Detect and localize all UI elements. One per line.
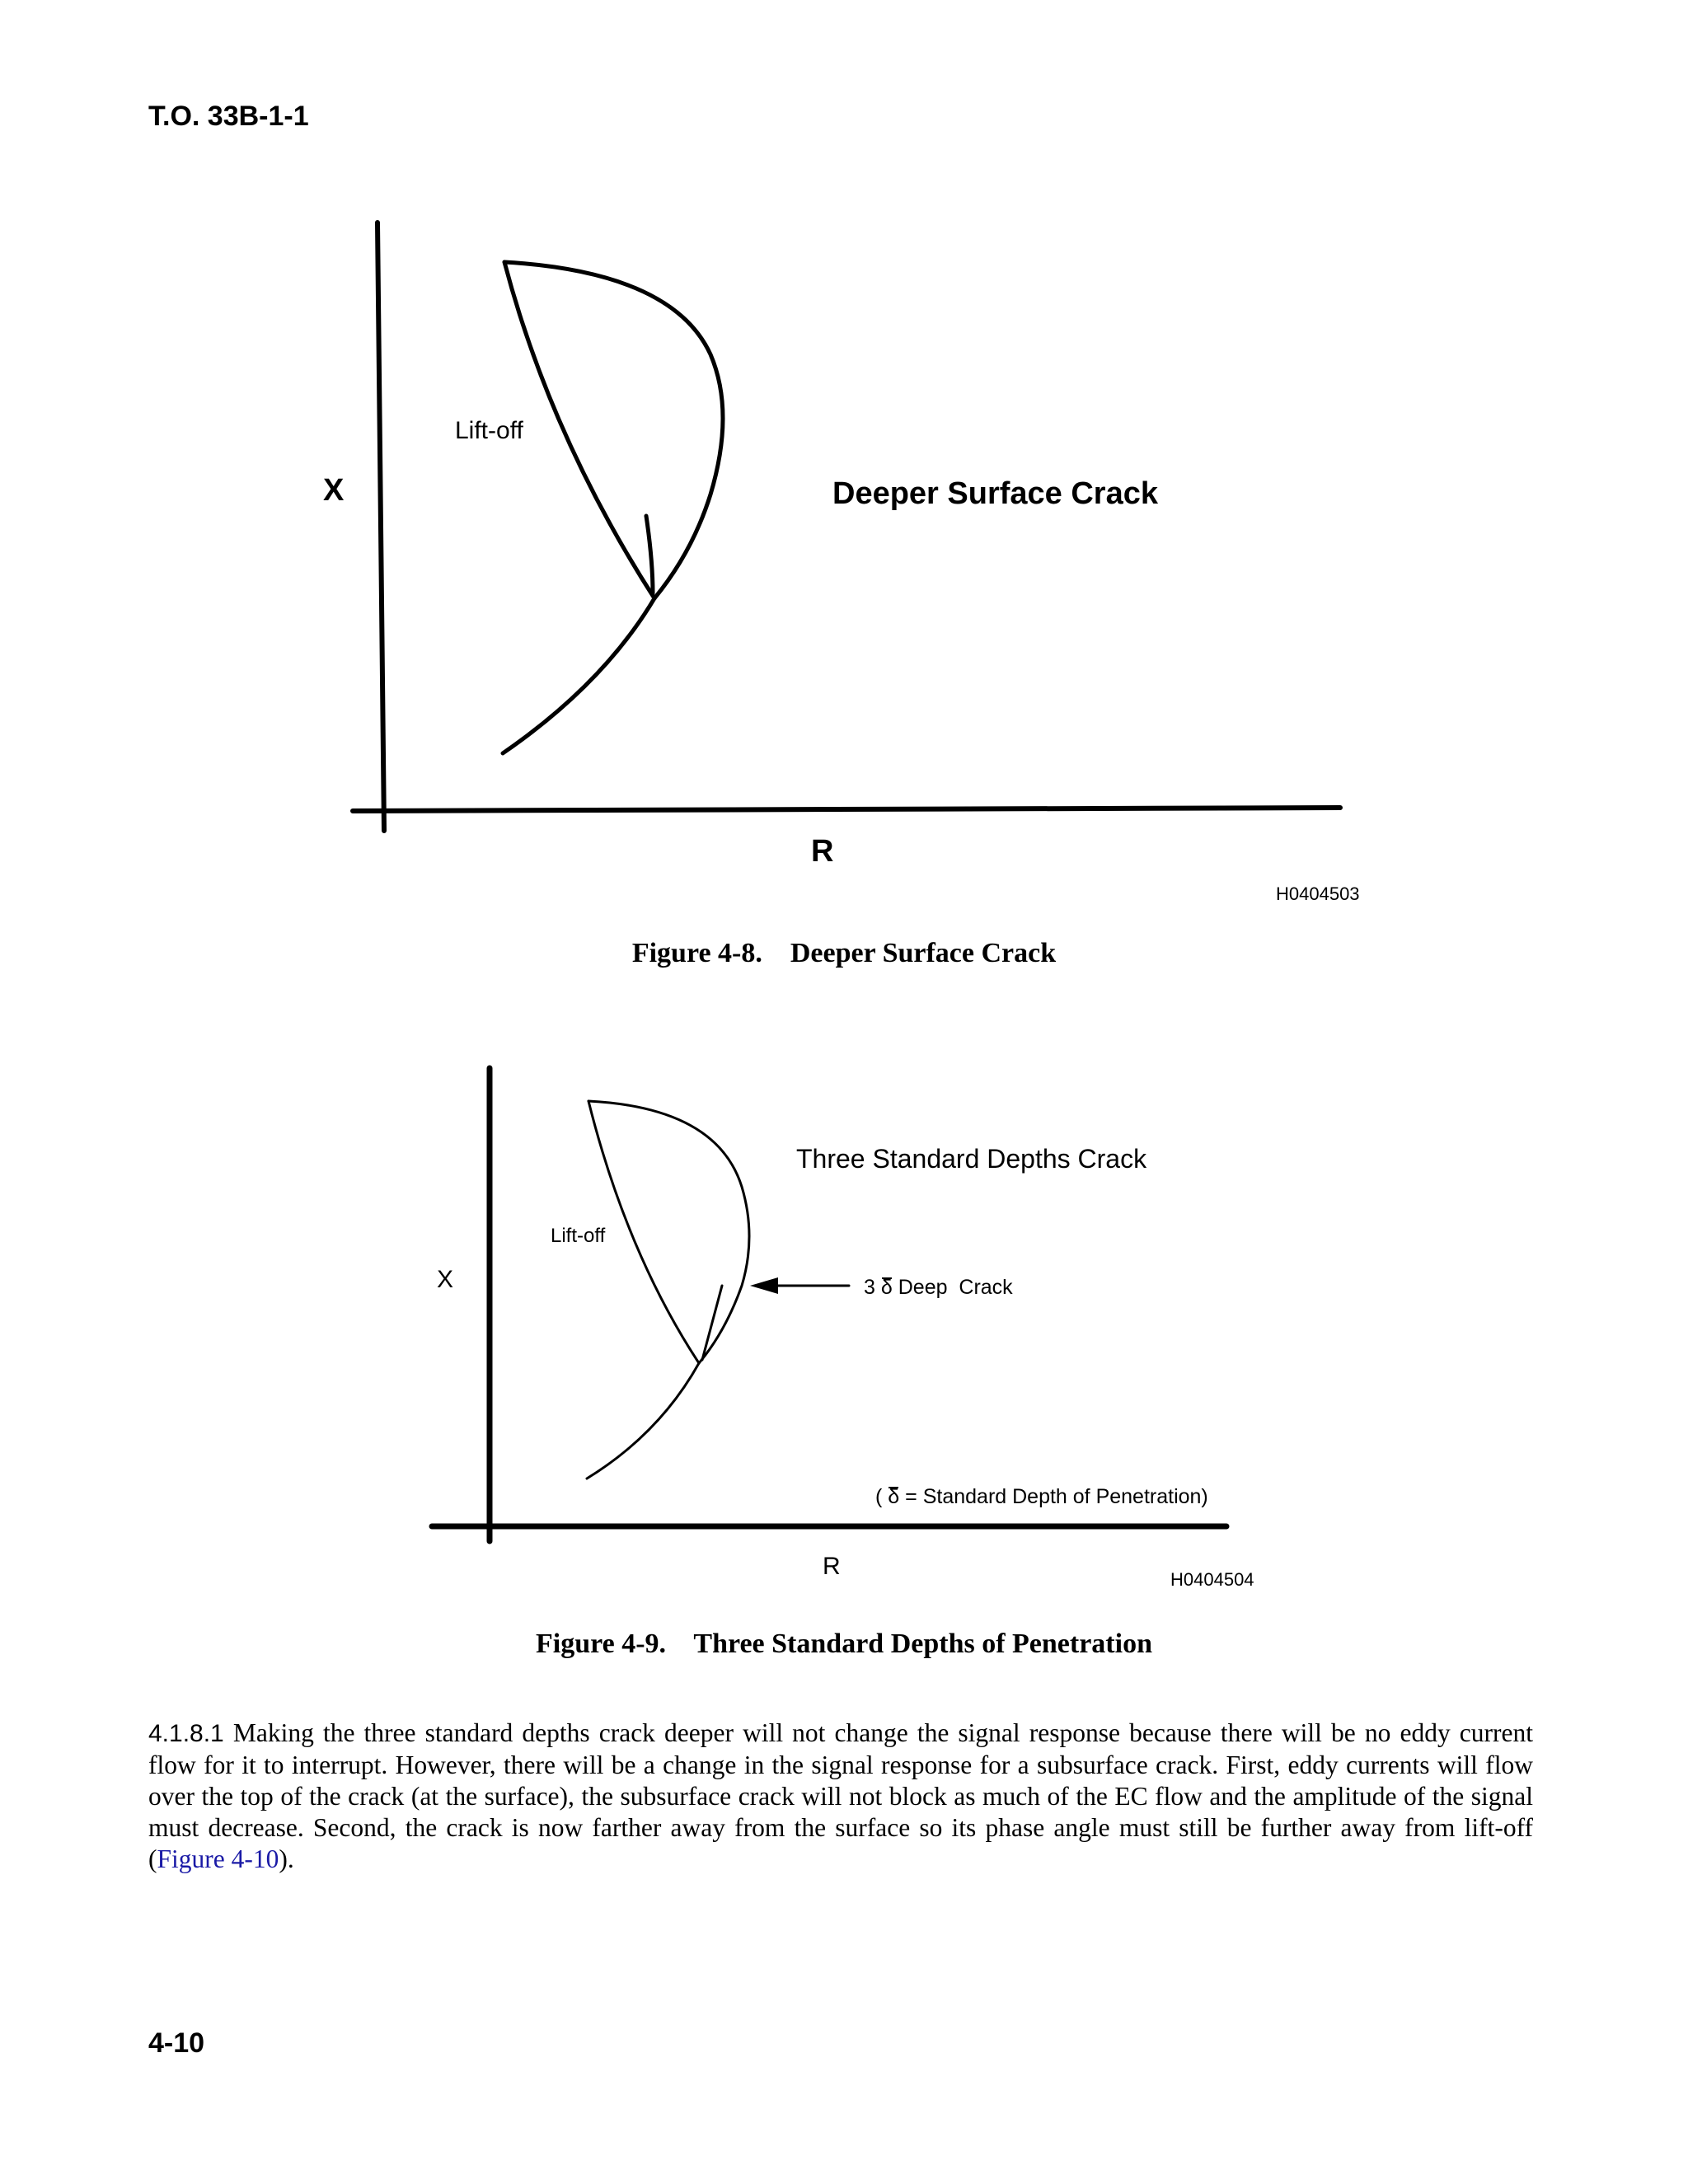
delta-symbol-icon: δ xyxy=(888,1485,900,1508)
body-paragraph xyxy=(148,1718,1533,1875)
fig49-liftoff-label: Lift-off xyxy=(551,1225,606,1247)
fig49-r-axis-label: R xyxy=(823,1553,841,1580)
page-number: 4-10 xyxy=(148,2027,205,2059)
fig49-arrowhead xyxy=(750,1277,778,1294)
fig49-deep-crack-label xyxy=(864,1276,1013,1300)
fig49-x-axis-label: X xyxy=(437,1266,454,1293)
fig49-legend-note xyxy=(875,1485,1208,1509)
figure-4-10-link[interactable]: Figure 4-10 xyxy=(157,1844,279,1873)
paragraph-text: Making the three standard depths crack deeper will not change the signal response because there will be no eddy current flow for it to interrupt. However, there will be a change in the signal response for a subsurface crack. First, eddy currents will flow over the top of the crack (at the surface), the subsurface crack will not block as much of the EC flow and the amplitude of the signal must decrease. Second, the crack is now farther away from the surface so its phase angle must still be further away from lift-off ( xyxy=(148,1718,1533,1873)
fig49-caption: Figure 4-9. Three Standard Depths of Penetration xyxy=(536,1629,1152,1659)
fig48-figure-code: H0404503 xyxy=(1276,883,1360,904)
delta-symbol-icon: δ xyxy=(880,1276,893,1299)
document-id-header: T.O. 33B-1-1 xyxy=(148,101,309,132)
fig49-note-text: = Standard Depth of Penetration) xyxy=(905,1485,1208,1508)
fig49-figure-code: H0404504 xyxy=(1170,1569,1254,1590)
fig49-figure-title: Three Standard Depths Crack xyxy=(796,1144,1147,1174)
fig49-deep-suffix: Deep Crack xyxy=(898,1276,1013,1299)
paragraph-tail: ). xyxy=(279,1844,294,1873)
fig49-deep-prefix: 3 xyxy=(864,1276,875,1299)
fig48-r-axis-label: R xyxy=(811,834,834,869)
fig49-crack-mark xyxy=(702,1286,722,1360)
fig48-caption: Figure 4-8. Deeper Surface Crack xyxy=(631,938,1057,968)
fig48-liftoff-label: Lift-off xyxy=(455,417,523,444)
fig49-signal-curve xyxy=(588,1101,749,1363)
fig49-tail-curve xyxy=(587,1363,699,1479)
fig48-x-axis-label: X xyxy=(323,473,345,508)
fig49-note-open: ( xyxy=(875,1485,883,1508)
paragraph-number: 4.1.8.1 xyxy=(148,1720,224,1747)
fig48-figure-title: Deeper Surface Crack xyxy=(832,476,1158,511)
